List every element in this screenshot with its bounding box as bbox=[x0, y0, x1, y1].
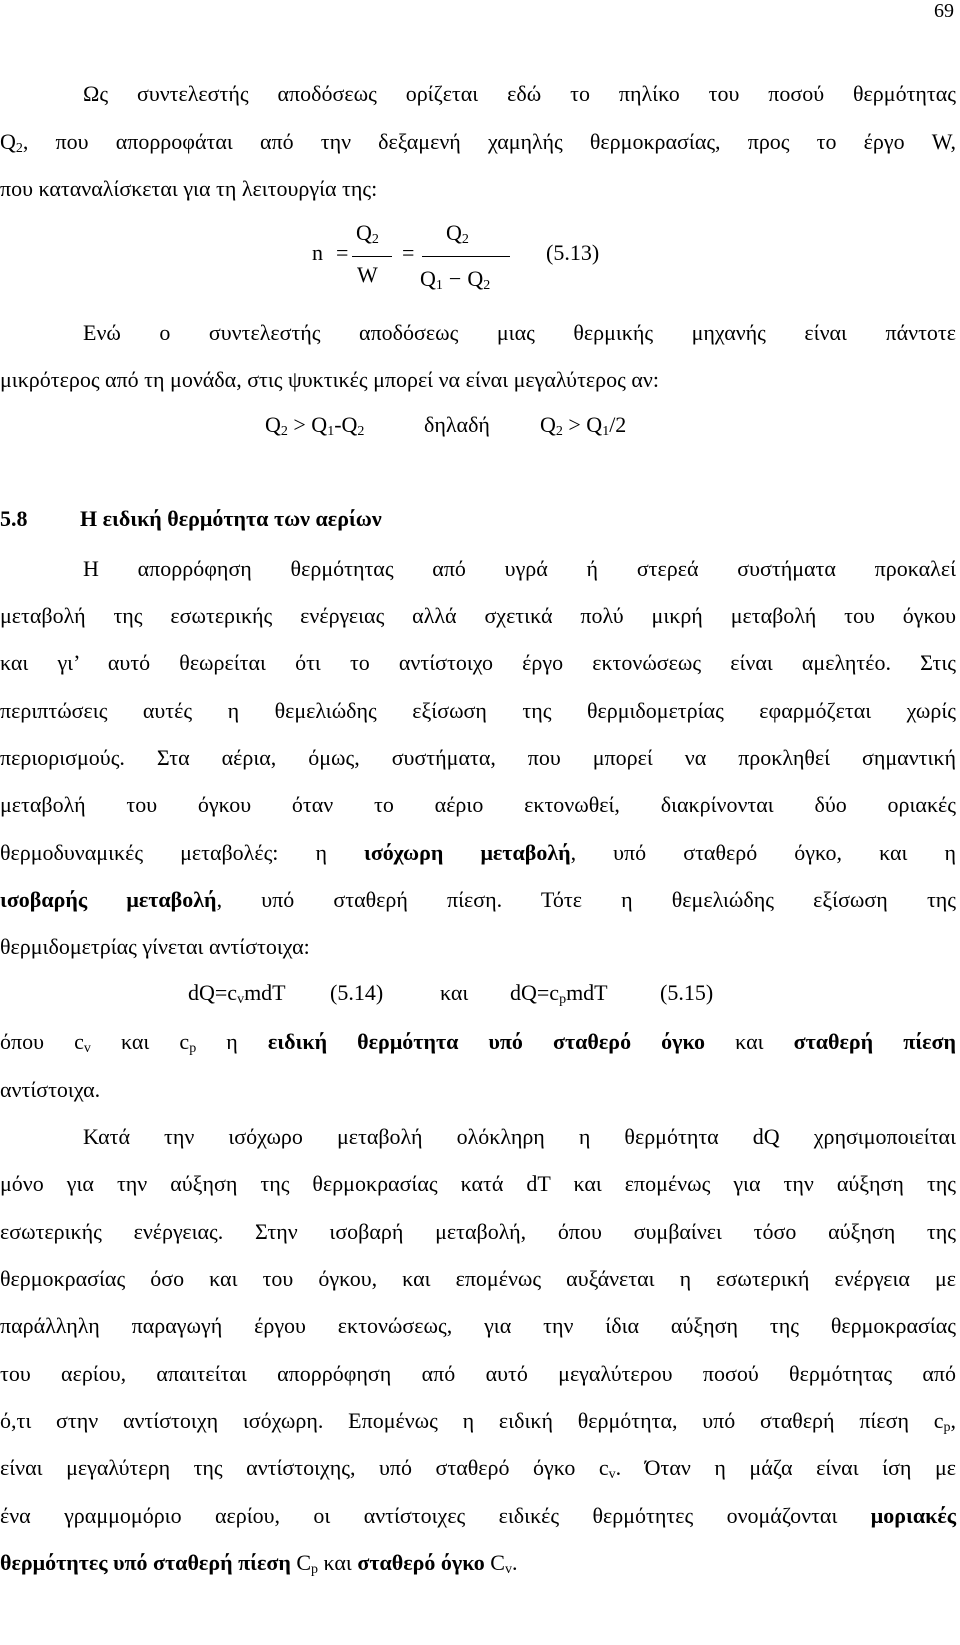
para3-line7: θερμοδυναμικές μεταβολές: η ισόχωρη μεταβολή, υπό σταθερό όγκο, και η bbox=[0, 840, 956, 865]
para5-line3: εσωτερικής ενέργειας. Στην ισοβαρή μεταβολή, όπου συμβαίνει τόσο αύξηση της bbox=[0, 1219, 956, 1244]
para5-line2: μόνο για την αύξηση της θερμοκρασίας κατά dT και επομένως για την αύξηση της bbox=[0, 1171, 956, 1196]
formula-num2: $Q_2$ bbox=[446, 220, 469, 247]
para3-line2: μεταβολή της εσωτερικής ενέργειας αλλά σχετικά πολύ μικρή μεταβολή του όγκου bbox=[0, 603, 956, 628]
para5-line1: Κατά την ισόχωρο μεταβολή ολόκληρη η θερμότητα dQ χρησιμοποιείται bbox=[83, 1124, 956, 1149]
para4-line2: αντίστοιχα. bbox=[0, 1077, 101, 1102]
para5-line10: θερμότητες υπό σταθερή πίεση $C_p$ και σταθερό όγκο $C_v$. bbox=[0, 1550, 518, 1577]
para3-line3: και γι’ αυτό θεωρείται ότι το αντίστοιχο έργο εκτονώσεως είναι αμελητέο. Στις bbox=[0, 650, 956, 675]
inequality-line: $Q_2 > Q_1-Q_2$ bbox=[265, 412, 365, 439]
section-title: Η ειδική θερμότητα των αερίων bbox=[80, 506, 382, 531]
page-number: 69 bbox=[934, 0, 954, 22]
formula-den2: $Q_1 - Q_2$ bbox=[420, 266, 491, 293]
formulas-and: και bbox=[440, 980, 469, 1005]
para5-line9: ένα γραμμομόριο αερίου, οι αντίστοιχες ειδικές θερμότητες ονομάζονται μοριακές bbox=[0, 1503, 957, 1528]
para5-line8: είναι μεγαλύτερη της αντίστοιχης, υπό σταθερό όγκο $c_v$. Όταν η μάζα είναι ίση με bbox=[0, 1455, 956, 1482]
formula-eq2: = bbox=[402, 240, 415, 265]
formula-label-5-15: (5.15) bbox=[660, 980, 714, 1005]
formula-den1: W bbox=[357, 262, 378, 287]
para1-line3: που καταναλίσκεται για τη λειτουργία της: bbox=[0, 176, 378, 201]
para3-line6: μεταβολή του όγκου όταν το αέριο εκτονωθεί, διακρίνονται δύο οριακές bbox=[0, 792, 956, 817]
formula-5-15: $dQ=c_pmdT$ bbox=[510, 980, 608, 1007]
inequality-middle: δηλαδή bbox=[424, 412, 490, 437]
para1-line2: $Q_2$, που απορροφάται από την δεξαμενή χαμηλής θερμοκρασίας, προς το έργο W, bbox=[0, 129, 956, 156]
para5-line4: θερμοκρασίας όσο και του όγκου, και επομένως αυξάνεται η εσωτερική ενέργεια με bbox=[0, 1266, 956, 1291]
formula-label-5-13: (5.13) bbox=[546, 240, 600, 265]
section-heading bbox=[0, 506, 382, 532]
para1-line1: Ως συντελεστής αποδόσεως ορίζεται εδώ το πηλίκο του ποσού θερμότητας bbox=[83, 81, 956, 106]
formula-5-14: $dQ=c_vmdT$ bbox=[188, 980, 286, 1007]
formula-num1: $Q_2$ bbox=[356, 220, 379, 247]
para2-line2: μικρότερος από τη μονάδα, στις ψυκτικές μπορεί να είναι μεγαλύτερος αν: bbox=[0, 367, 659, 392]
para5-line6: του αερίου, απαιτείται απορρόφηση από αυτό μεγαλύτερου ποσού θερμότητας από bbox=[0, 1361, 956, 1386]
fraction-bar-1 bbox=[352, 256, 392, 257]
formula-label-5-14: (5.14) bbox=[330, 980, 384, 1005]
inequality-second: $Q_2 > Q_1/2$ bbox=[540, 412, 627, 439]
para2-line1: Ενώ ο συντελεστής αποδόσεως μιας θερμικής μηχανής είναι πάντοτε bbox=[83, 320, 956, 345]
para3-line9: θερμιδομετρίας γίνεται αντίστοιχα: bbox=[0, 934, 310, 959]
fraction-bar-2 bbox=[422, 256, 510, 257]
para3-line8: ισοβαρής μεταβολή, υπό σταθερή πίεση. Τότε η θεμελιώδης εξίσωση της bbox=[0, 887, 956, 912]
para4-line1: όπου $c_v$ και $c_p$ η ειδική θερμότητα υπό σταθερό όγκο και σταθερή πίεση bbox=[0, 1029, 956, 1056]
para3-line1: Η απορρόφηση θερμότητας από υγρά ή στερεά συστήματα προκαλεί bbox=[83, 556, 956, 581]
para3-line4: περιπτώσεις αυτές η θεμελιώδης εξίσωση της θερμιδομετρίας εφαρμόζεται χωρίς bbox=[0, 698, 956, 723]
para5-line5: παράλληλη παραγωγή έργου εκτονώσεως, για την ίδια αύξηση της θερμοκρασίας bbox=[0, 1313, 956, 1338]
para5-line7: ό,τι στην αντίστοιχη ισόχωρη. Επομένως η ειδική θερμότητα, υπό σταθερή πίεση $c_p$, bbox=[0, 1408, 956, 1435]
section-number: 5.8 bbox=[0, 506, 28, 531]
formula-n: n bbox=[312, 240, 323, 265]
para3-line5: περιορισμούς. Στα αέρια, όμως, συστήματα, που μπορεί να προκληθεί σημαντική bbox=[0, 745, 956, 770]
formula-eq1: = bbox=[336, 240, 349, 265]
